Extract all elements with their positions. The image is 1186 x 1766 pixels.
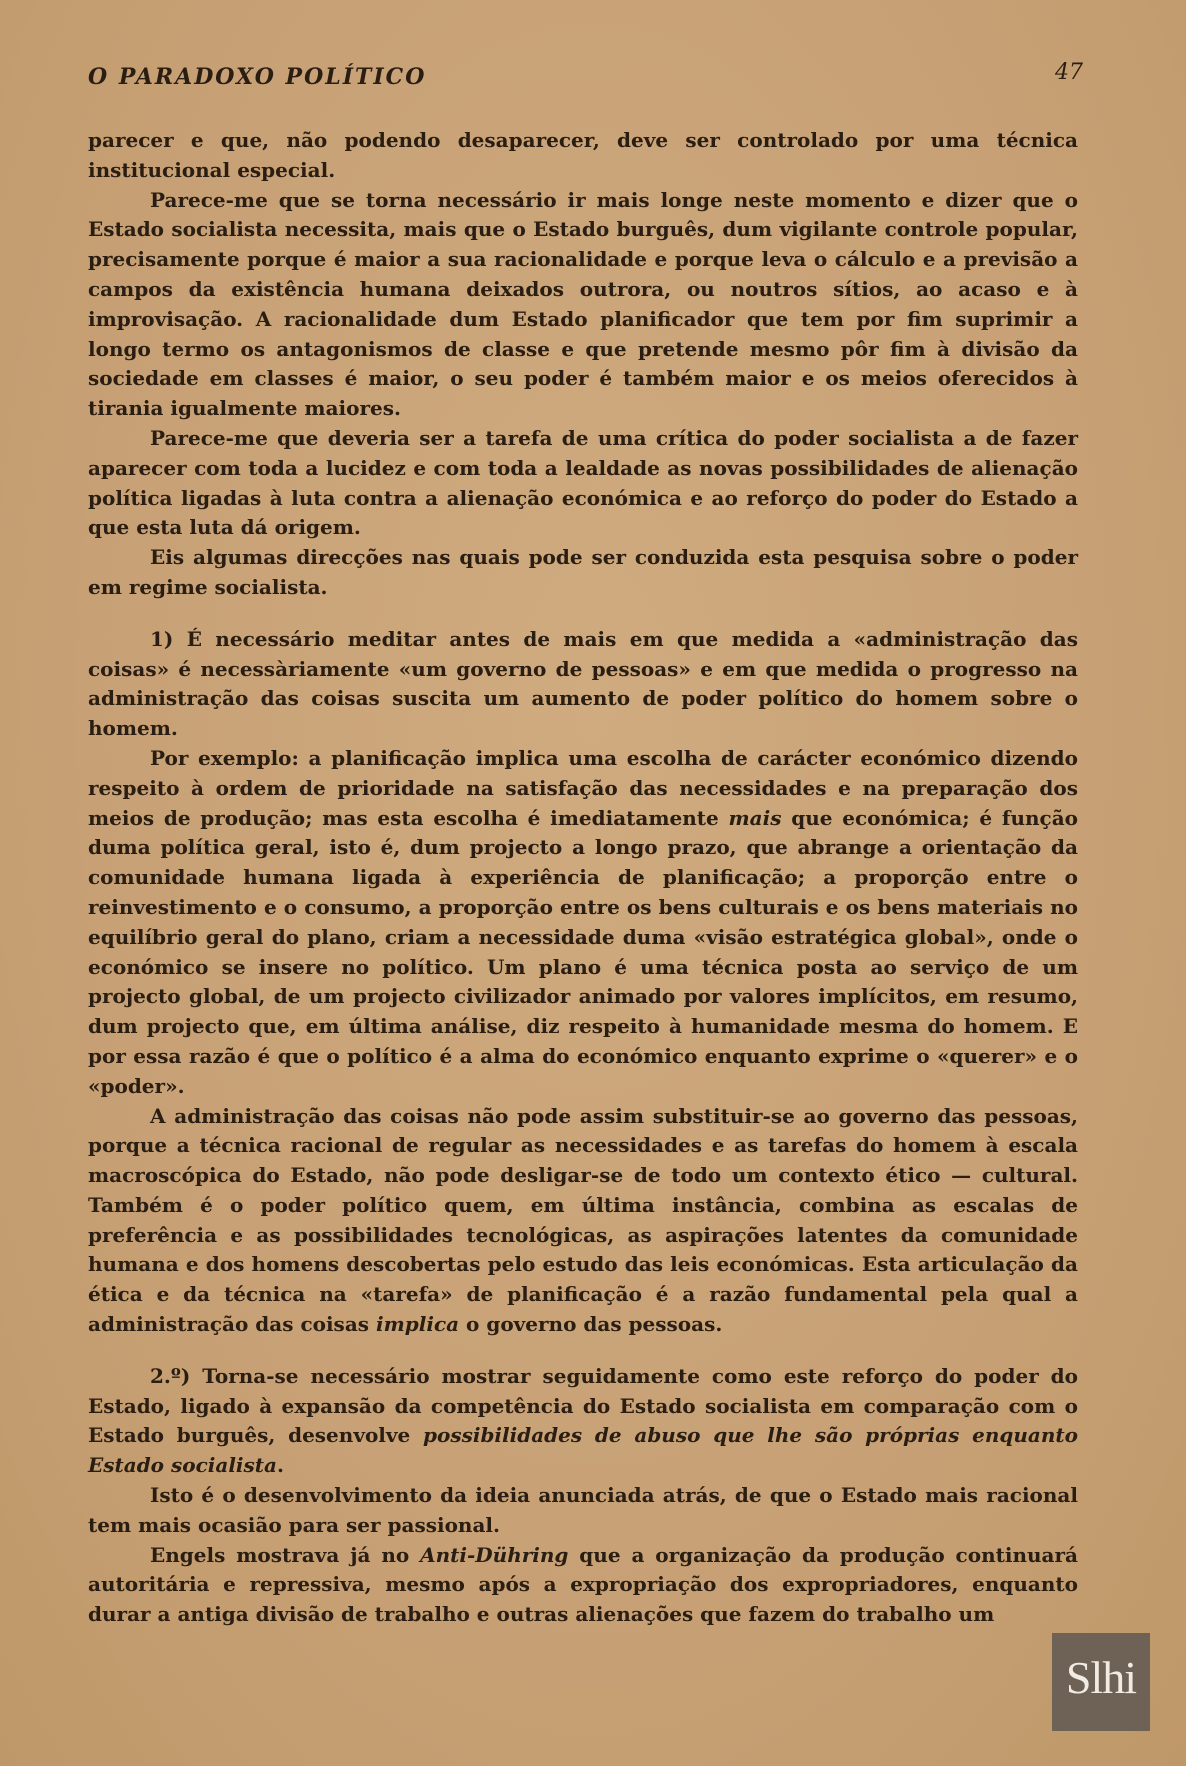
slhi-logo <box>1052 1633 1150 1731</box>
running-header <box>88 60 1083 96</box>
paragraph-point-2: 2.º) Torna-se necessário mostrar seguidamente como este reforço do poder do Estado, ligado à expansão da competência do Estado socialista em comparação com o Estado burguês, desenvolve possibilidades de abuso que lhe são próprias enquanto Estado socialista. <box>88 1363 1079 1478</box>
paragraph-point-1: 1) É necessário meditar antes de mais em que medida a «administração das coisas» é necessàriamente «um governo de pessoas» e em que medida o progresso na administração das coisas suscita um aumento de poder político do homem sobre o homem. <box>88 626 1078 741</box>
paragraph: Isto é o desenvolvimento da ideia anunciada atrás, de que o Estado mais racional tem mais ocasião para ser passional. <box>88 1483 1078 1537</box>
paragraph: Parece-me que deveria ser a tarefa de uma crítica do poder socialista a de fazer aparecer com toda a lucidez e com toda a lealdade as novas possibilidades de alienação política ligadas à luta contra a alienação económica e ao reforço do poder do Estado a que esta luta dá origem. <box>88 425 1078 540</box>
logo-text: Slhi <box>1065 1652 1137 1703</box>
body-text <box>88 126 1078 1630</box>
paragraph: Por exemplo: a planificação implica uma escolha de carácter económico dizendo respeito à ordem de prioridade na satisfação das necessidades e na preparação dos meios de produção; mas esta escolha é imediatamente mais que económica; é função duma política geral, isto é, dum projecto a longo prazo, que abrange a orientação da comunidade humana ligada à experiência de planificação; a proporção entre o reinvestimento e o consumo, a proporção entre os bens culturais e os bens materiais no equilíbrio geral do plano, criam a necessidade duma «visão estratégica global», onde o económico se insere no político. Um plano é uma técnica posta ao serviço de um projecto global, de um projecto civilizador animado por valores implícitos, em resumo, dum projecto que, em última análise, diz respeito à humanidade mesma do homem. E por essa razão é que o político é a alma do económico enquanto exprime o «querer» e o «poder». <box>88 745 1078 1098</box>
paragraph: A administração das coisas não pode assim substituir-se ao governo das pessoas, porque a técnica racional de regular as necessidades e as tarefas do homem à escala macroscópica do Estado, não pode desligar-se de todo um contexto ético — cultural. Também é o poder político quem, em última instância, combina as escalas de preferência e as possibilidades tecnológicas, as aspirações latentes da comunidade humana e dos homens descobertas pelo estudo das leis económicas. Esta articulação da ética e da técnica na «tarefa» de planificação é a razão fundamental pela qual a administração das coisas implica o governo das pessoas. <box>88 1103 1078 1337</box>
running-title: O PARADOXO POLÍTICO <box>88 64 427 90</box>
paragraph: Eis algumas direcções nas quais pode ser conduzida esta pesquisa sobre o poder em regime socialista. <box>88 545 1078 599</box>
paragraph: Engels mostrava já no Anti-Dühring que a organização da produção continuará autoritária e repressiva, mesmo após a expropriação dos expropriadores, enquanto durar a antiga divisão de trabalho e outras alienações que fazem do trabalho um <box>88 1542 1078 1627</box>
paragraph: parecer e que, não podendo desaparecer, deve ser controlado por uma técnica institucional especial. <box>88 128 1078 182</box>
paragraph: Parece-me que se torna necessário ir mais longe neste momento e dizer que o Estado socialista necessita, mais que o Estado burguês, dum vigilante controle popular, precisamente porque é maior a sua racionalidade e porque leva o cálculo e a previsão a campos da existência humana deixados outrora, ou noutros sítios, ao acaso e à improvisação. A racionalidade dum Estado planificador que tem por fim suprimir a longo termo os antagonismos de classe e que pretende mesmo pôr fim à divisão da sociedade em classes é maior, o seu poder é também maior e os meios oferecidos à tirania igualmente maiores. <box>88 187 1078 421</box>
page-number: 47 <box>1055 60 1083 85</box>
